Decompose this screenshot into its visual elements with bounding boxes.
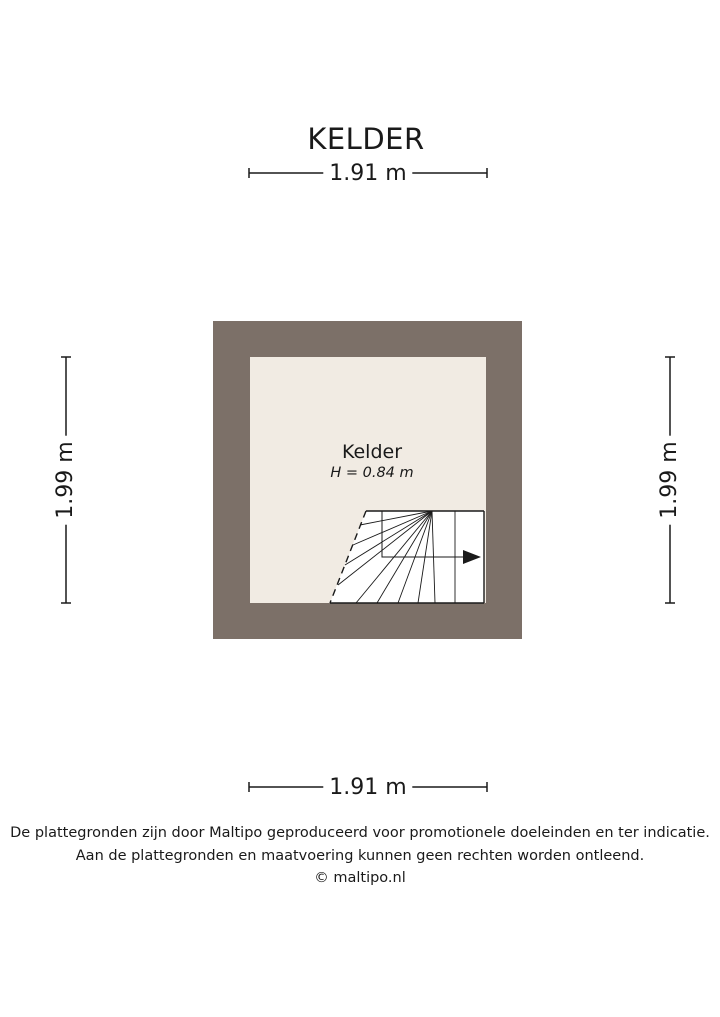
dimension-depth-right: 1.99 m	[657, 435, 683, 524]
dimension-width-bottom: 1.91 m	[323, 775, 412, 801]
floor-title: KELDER	[307, 122, 425, 156]
dimension-depth-left: 1.99 m	[53, 435, 79, 524]
room-name: Kelder	[341, 441, 403, 463]
disclaimer-line-2: Aan de plattegronden en maatvoering kunnen geen rechten worden ontleend.	[75, 848, 645, 864]
disclaimer-line-1: De plattegronden zijn door Maltipo geproduceerd voor promotionele doeleinden en ter indicatie.	[10, 825, 710, 841]
copyright: © maltipo.nl	[314, 870, 406, 886]
dimension-width-top: 1.91 m	[323, 161, 412, 187]
room-height: H = 0.84 m	[330, 465, 414, 481]
